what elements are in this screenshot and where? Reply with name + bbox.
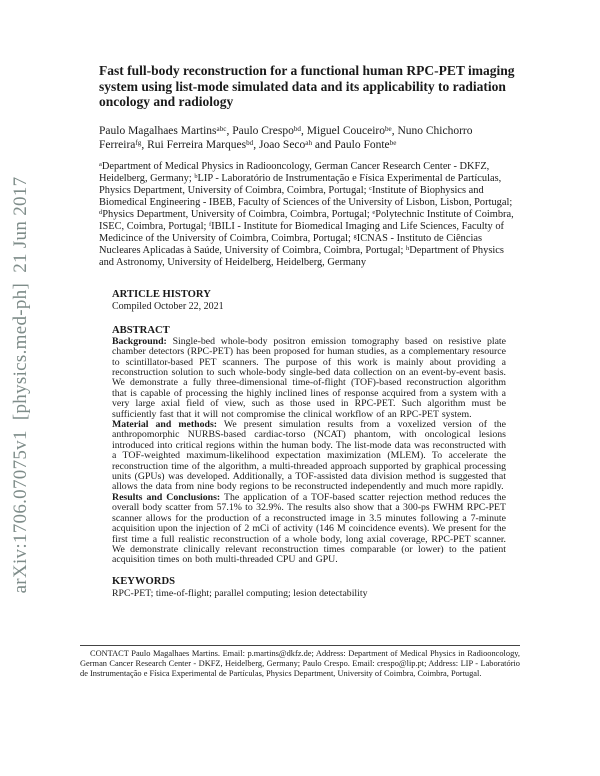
affiliation-sup: a xyxy=(99,160,102,168)
abstract-section-text: The application of a TOF-based scatter rejection method reduces the overall body scatter from 57.1% to 32.9%. The results also show that a 300-ps FWHM RPC-PET scanner allows for the production of a reconstructed image in 3.5 minutes following a 7-minute acquisition upon the injection of 2 mCi of activity (146 M coincidence events). We present for the first time a full realistic reconstruction of a whole body, long axial coverage, RPC-PET scanner. We demonstrate clinically relevant reconstruction times comparable (or lower) to the patient acquisition times on both multi-threaded CPU and GPU. xyxy=(112,491,506,566)
author xyxy=(334,139,396,151)
abstract-paragraph xyxy=(112,337,506,420)
affiliation-text: Department of Medical Physics in Radiooncology, German Cancer Research Center - DKFZ, Heidelberg, Germany; xyxy=(99,160,490,184)
contact-footnote xyxy=(80,645,520,678)
author-separator: and xyxy=(312,138,335,151)
author-name: Miguel Couceiro xyxy=(306,124,385,137)
abstract-section-label: Material and methods: xyxy=(112,419,218,431)
abstract-section-text: Single-bed whole-body positron emission tomography based on resistive plate chamber detectors (RPC-PET) has been proposed for human studies, as a complementary resource to scintillator-based PET scanners. The purpose of this work is mainly about providing a reconstruction solution to such whole-body single-bed data collection on an event-by-event basis. We demonstrate a fully three-dimensional time-of-flight (TOF)-based reconstruction algorithm that is capable of processing the highly inclined lines of response acquired from a system with a very large axial field of view, such as those used in RPC-PET. Such algorithm must be sufficiently fast that it will not compromise the clinical workflow of an RPC-PET system. xyxy=(112,335,506,420)
author-affiliation-sup: bd xyxy=(293,124,301,133)
abstract-section-label: Background: xyxy=(112,335,167,347)
abstract-paragraph xyxy=(112,493,506,566)
keywords-text: RPC-PET; time-of-flight; parallel computing; lesion detectability xyxy=(112,587,368,599)
author-name: Paulo Magalhaes Martins xyxy=(99,124,217,137)
abstract-paragraph xyxy=(112,420,506,493)
affiliation-text: LIP - Laboratório de Instrumentação e Física Experimental de Partículas, Physics Department, University of Coimbra, Coimbra, Portugal; xyxy=(99,172,502,196)
author xyxy=(99,125,232,137)
abstract-section-text: We present simulation results from a voxelized version of the anthropomorphic NURBS-based cardiac-torso (NCAT) phantom, with oncological lesions introduced into critical regions within the human body. The list-mode data was reconstructed with a TOF-weighted maximum-likelihood expectation maximization (MLEM). To accelerate the reconstruction time of the algorithm, a multi-threaded approach supported by graphical processing units (GPUs) was developed. Additionally, a TOF-assisted data division method is suggested that allows the data from nine body regions to be reconstructed independently and much more rapidly. xyxy=(112,419,507,493)
affiliations-block xyxy=(99,161,516,269)
author-separator: , xyxy=(141,138,148,151)
affiliation-sup: d xyxy=(99,208,103,216)
author-affiliation-sup: abc xyxy=(216,124,227,133)
affiliation-text: Institute of Biophysics and Biomedical Engineering - IBEB, Faculty of Sciences of the University of Lisbon, Lisbon, Portugal; xyxy=(99,184,513,208)
affiliation-sup: e xyxy=(372,208,376,216)
author-affiliation-sup: be xyxy=(384,124,392,133)
authors-line xyxy=(99,124,516,152)
affiliation xyxy=(99,209,372,220)
abstract-section-label: Results and Conclusions: xyxy=(112,491,221,503)
affiliation-sup: f xyxy=(208,220,212,228)
affiliation-sup: b xyxy=(194,172,198,180)
author xyxy=(232,125,307,137)
abstract-section xyxy=(112,325,506,566)
author-separator: , xyxy=(226,124,233,137)
author-separator: , xyxy=(253,138,259,151)
contact-note: CONTACT Paulo Magalhaes Martins. Email: p.martins@dkfz.de; Address: Department of Medical Physics in Radiooncology, German Cancer Research Center - DKFZ, Heidelberg, Germany; Paulo Crespo. Email: crespo@lip.pt; Address: LIP - Laboratório de Instrumentação e Física Experimental de Partículas, Physics Department, University of Coimbra, Coimbra, Portugal. xyxy=(80,649,520,678)
author-affiliation-sup: ah xyxy=(305,138,313,147)
author-affiliation-sup: bd xyxy=(246,138,254,147)
affiliation-sup: g xyxy=(353,232,357,240)
affiliation-sup: h xyxy=(406,244,410,252)
affiliation-text: IBILI - Institute for Biomedical Imaging and Life Sciences, Faculty of Medicince of the University of Coimbra, Coimbra, Portugal; xyxy=(99,220,504,244)
affiliation-text: Polytechnic Institute of Coimbra, ISEC, Coimbra, Portugal; xyxy=(99,208,514,232)
author xyxy=(259,139,334,151)
affiliation-sup: c xyxy=(369,184,372,192)
affiliation-text: Physics Department, University of Coimbra, Coimbra, Portugal; xyxy=(102,208,373,220)
author-affiliation-sup: fg xyxy=(135,138,142,147)
abstract-body xyxy=(112,337,506,566)
article-history-heading: ARTICLE HISTORY xyxy=(112,288,211,300)
author-name: Paulo Fonte xyxy=(334,138,390,151)
arxiv-watermark: arXiv:1706.07075v1 [physics.med-ph] 21 Jun 2017 xyxy=(10,176,31,594)
author xyxy=(307,125,398,137)
author-affiliation-sup: be xyxy=(389,138,397,147)
affiliation-text: ICNAS - Instituto de Ciências Nucleares Aplicadas à Saúde, University of Coimbra, Coimbra, Portugal; xyxy=(99,232,483,256)
affiliation-text: Department of Physics and Astronomy, University of Heidelberg, Heidelberg, Germany xyxy=(99,244,504,268)
keywords-section xyxy=(112,576,506,599)
author-name: Joao Seco xyxy=(258,138,306,151)
article-history-date: Compiled October 22, 2021 xyxy=(112,300,224,312)
author-name: Paulo Crespo xyxy=(232,124,294,137)
paper-title: Fast full-body reconstruction for a functional human RPC-PET imaging system using list-mode simulated data and its applicability to radiation oncology and radiology xyxy=(99,63,515,110)
paper-body xyxy=(99,63,516,599)
article-history-section xyxy=(112,289,506,313)
author xyxy=(147,139,259,151)
author-separator: , xyxy=(300,124,307,137)
author-separator: , xyxy=(391,124,398,137)
author-name: Rui Ferreira Marques xyxy=(147,138,247,151)
author-name: Nuno Chichorro Ferreira xyxy=(99,124,473,151)
abstract-heading: ABSTRACT xyxy=(112,324,170,336)
keywords-heading: KEYWORDS xyxy=(112,575,175,587)
